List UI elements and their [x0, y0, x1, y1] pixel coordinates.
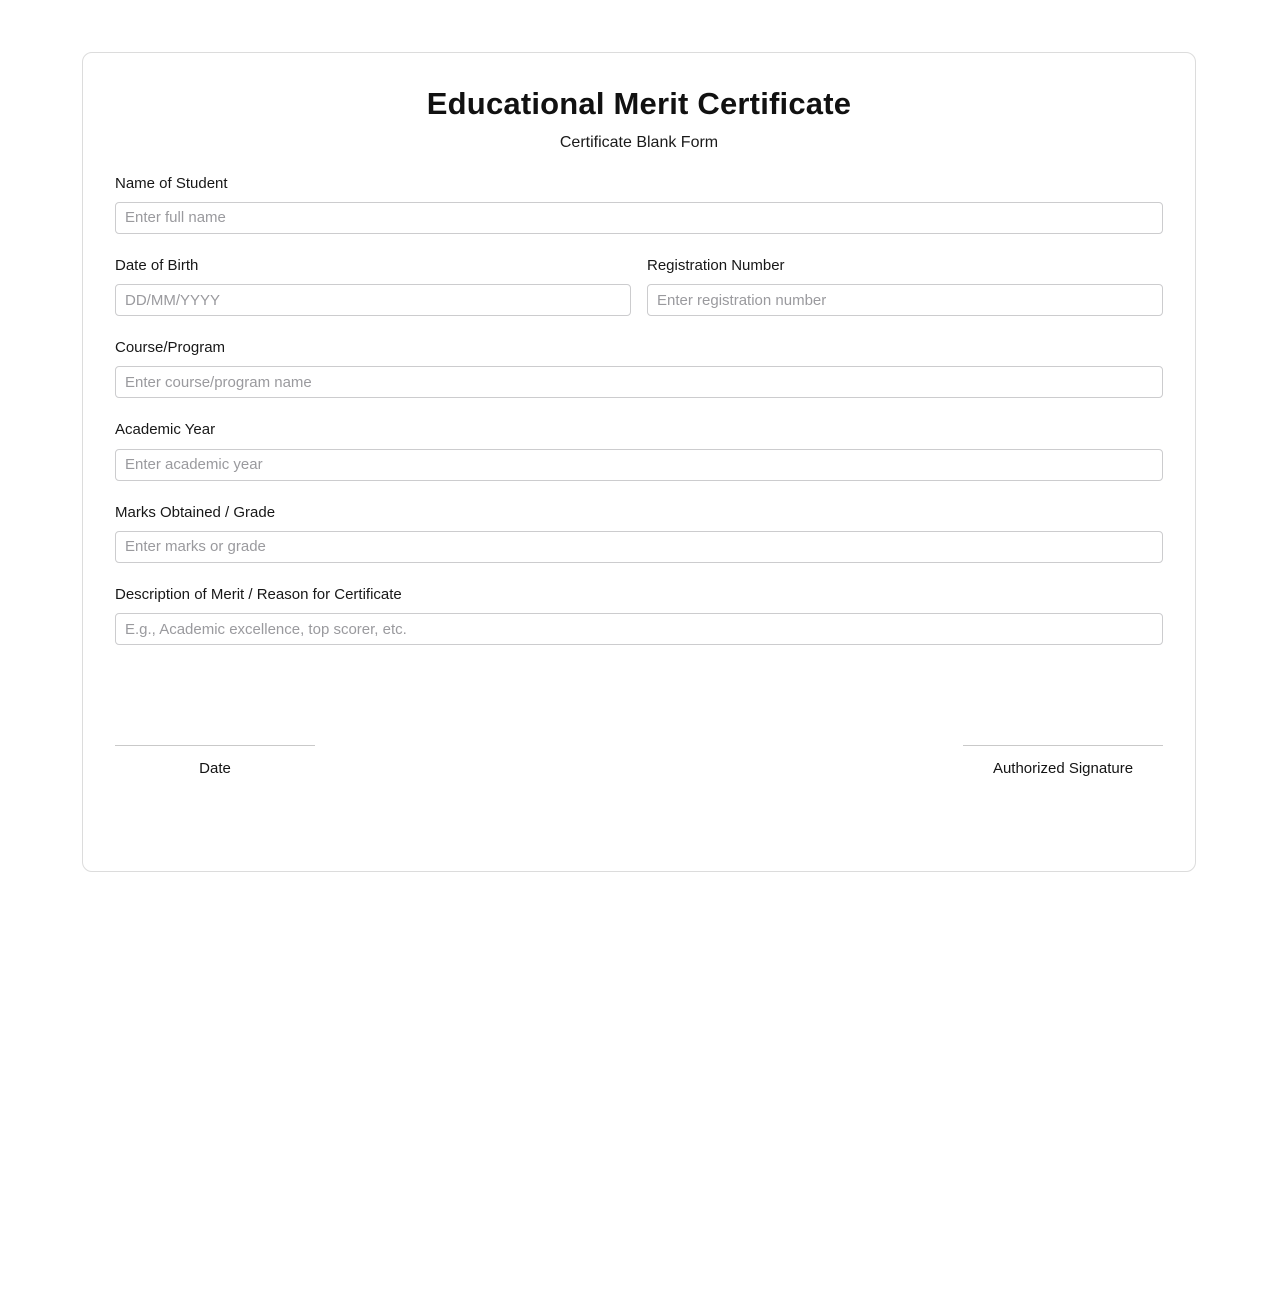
registration-number-input[interactable] [647, 284, 1163, 316]
marks-grade-input[interactable] [115, 531, 1163, 563]
field-group-date-of-birth [115, 256, 631, 316]
authorized-signature-caption: Authorized Signature [992, 760, 1134, 778]
registration-number-label: Registration Number [647, 256, 785, 274]
student-name-label: Name of Student [115, 174, 228, 192]
authorized-signature-block [963, 745, 1163, 779]
course-program-input[interactable] [115, 366, 1163, 398]
merit-description-input[interactable] [115, 613, 1163, 645]
field-group-course-program [115, 338, 1163, 398]
merit-description-label: Description of Merit / Reason for Certificate [115, 585, 402, 603]
field-group-merit-description [115, 585, 1163, 645]
course-program-label: Course/Program [115, 339, 226, 357]
page-subtitle: Certificate Blank Form [559, 133, 719, 151]
certificate-form [115, 152, 1163, 779]
date-signature-block [115, 745, 315, 779]
student-name-input[interactable] [115, 202, 1163, 234]
academic-year-input[interactable] [115, 449, 1163, 481]
academic-year-label: Academic Year [115, 421, 216, 439]
marks-grade-label: Marks Obtained / Grade [115, 503, 276, 521]
field-group-academic-year [115, 420, 1163, 480]
date-of-birth-label: Date of Birth [115, 256, 199, 274]
date-of-birth-input[interactable] [115, 284, 631, 316]
field-group-marks-grade [115, 503, 1163, 563]
card-inner [83, 53, 1195, 779]
page-title: Educational Merit Certificate [426, 86, 852, 121]
date-signature-caption: Date [199, 760, 231, 778]
field-group-registration-number [647, 256, 1163, 316]
certificate-form-card [82, 52, 1196, 872]
row-dob-registration [115, 256, 1163, 316]
field-group-student-name [115, 174, 1163, 234]
signature-area [115, 667, 1163, 779]
